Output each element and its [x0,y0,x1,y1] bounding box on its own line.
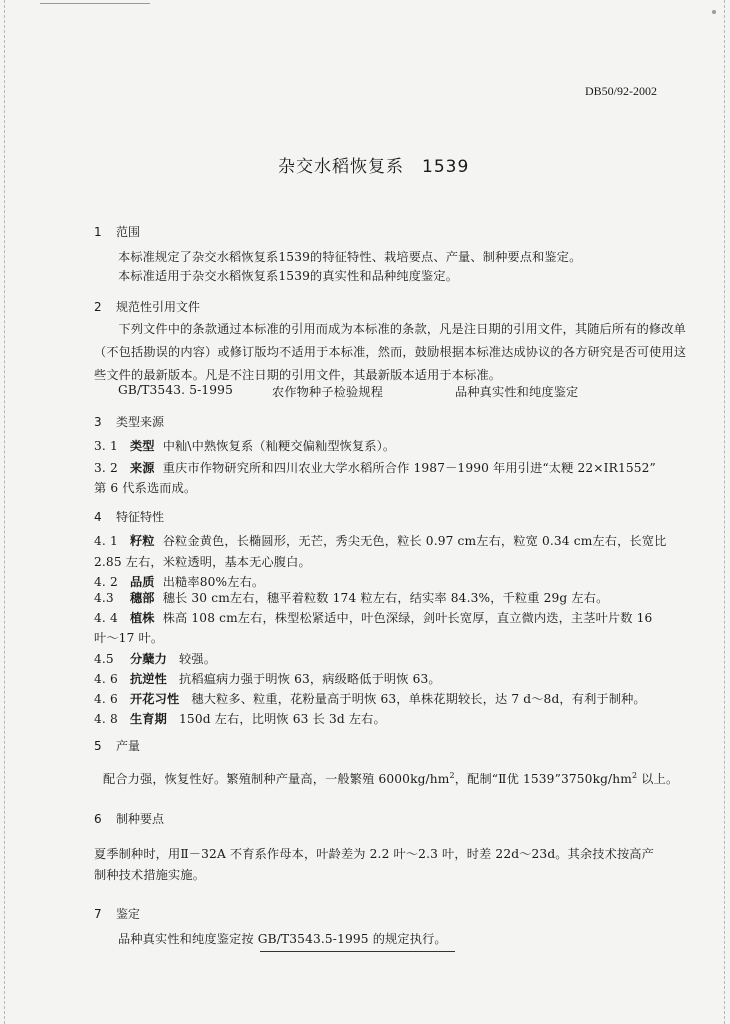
item-4-8 [94,710,386,727]
item-number: 4. 4 [94,611,118,625]
section-7-heading [94,905,140,922]
item-label: 植株 [129,611,155,625]
section-2-heading [94,298,200,315]
section-title: 鉴定 [116,907,141,921]
doc-code: DB50/92-2002 [585,84,657,98]
item-label: 穗部 [129,591,155,605]
item-text: 穗大粒多、粒重，花粉量高于明恢 63，单株花期较长，达 7 d～8d，有利于制种。 [191,692,646,706]
section-5-heading [94,737,140,754]
section-6-heading [94,810,164,827]
section-title: 类型来源 [116,415,165,429]
section-number: 7 [94,907,102,921]
section-number: 1 [94,225,102,239]
item-label: 类型 [129,439,155,453]
item-label: 生育期 [129,712,167,726]
section-number: 5 [94,739,102,753]
section-6-line-1: 夏季制种时，用Ⅱ－32A 不育系作母本，叶龄差为 2.2 叶～2.3 叶，时差 22d～23d。其余技术按高产 [94,847,654,861]
section-1-heading [94,223,140,240]
item-3-1 [94,437,395,454]
unit-superscript: 2 [449,770,455,780]
scan-edge-right [724,0,726,1024]
section-4-heading [94,508,164,525]
item-number: 4. 8 [94,712,118,726]
item-text: 株高 108 cm左右，株型松紧适中，叶色深绿，剑叶长宽厚，直立微内迭，主茎叶片数 16 [162,611,653,625]
reference-code: GB/T3543. 5-1995 [118,383,233,397]
item-label: 籽粒 [129,534,155,548]
item-number: 4.5 [94,652,114,666]
section-6-line-2: 制种技术措施实施。 [94,868,206,882]
item-4-2 [94,573,264,590]
item-4-6 [94,670,441,687]
item-text: 150d 左右，比明恢 63 长 3d 左右。 [179,712,386,726]
scan-edge-left [4,0,6,1024]
reference-part: 品种真实性和纯度鉴定 [455,385,579,399]
item-text: 抗稻瘟病力强于明恢 63，病级略低于明恢 63。 [179,672,441,686]
section-number: 4 [94,510,102,524]
item-text: 谷粒金黄色，长椭圆形，无芒，秀尖无色，粒长 0.97 cm左右，粒宽 0.34 cm左右，长宽比 [162,534,667,548]
item-label: 来源 [129,461,155,475]
unit-superscript: 2 [632,770,638,780]
scan-top-mark [40,3,150,4]
section-title: 特征特性 [116,510,165,524]
item-4-4-continued: 叶～17 叶。 [94,631,164,645]
section-2-paragraph: 下列文件中的条款通过本标准的引用而成为本标准的条款，凡是注日期的引用文件，其随后所有的修改单（不包括勘误的内容）或修订版均不适用于本标准，然而，鼓励根据本标准达成协议的各方研究是否可使用这些文件的最新版本。凡是不注日期的引用文件，其最新版本适用于本标准。 [94,322,687,382]
section-1-para-1: 本标准规定了杂交水稻恢复系1539的特征特性、栽培要点、产量、制种要点和鉴定。 [118,250,582,264]
section-number: 3 [94,415,102,429]
item-text: 较强。 [179,652,217,666]
item-label: 分蘖力 [129,652,167,666]
section-title: 产量 [116,739,141,753]
yield-text-b: ，配制“Ⅱ优 1539”3750kg/hm [454,772,633,786]
item-label: 抗逆性 [129,672,167,686]
section-title: 制种要点 [116,812,165,826]
item-4-4 [94,609,652,626]
item-4-1-continued: 2.85 左右，米粒透明，基本无心腹白。 [94,555,311,569]
item-label: 开花习性 [129,692,180,706]
item-label: 品质 [129,575,155,589]
section-5-text [103,770,678,787]
item-4-3 [94,589,608,606]
reference-title: 农作物种子检验规程 [272,385,384,399]
item-number: 4. 1 [94,534,118,548]
item-3-2-continued: 第 6 代系选而成。 [94,481,197,495]
section-3-heading [94,413,164,430]
item-3-2 [94,459,656,476]
item-4-7 [94,690,646,707]
section-title: 范围 [116,225,141,239]
item-number: 3. 1 [94,439,118,453]
section-number: 2 [94,300,102,314]
section-number: 6 [94,812,102,826]
item-number: 4. 6 [94,672,118,686]
section-title: 规范性引用文件 [116,300,201,314]
item-number: 4. 6 [94,692,118,706]
page-title: 杂交水稻恢复系 1539 [278,157,470,177]
end-rule [260,951,455,952]
item-text: 出糙率80%左右。 [162,575,265,589]
item-4-1 [94,532,666,549]
item-text: 重庆市作物研究所和四川农业大学水稻所合作 1987－1990 年用引进“太粳 22×IR1552” [162,461,656,475]
item-number: 3. 2 [94,461,118,475]
item-text: 中籼\中熟恢复系（籼粳交偏籼型恢复系）。 [162,439,396,453]
item-4-5 [94,650,216,667]
yield-text-a: 配合力强，恢复性好。繁殖制种产量高，一般繁殖 6000kg/hm [103,772,450,786]
item-text: 穗长 30 cm左右，穗平着粒数 174 粒左右，结实率 84.3%，千粒重 29g 左右。 [162,591,609,605]
item-number: 4. 2 [94,575,118,589]
item-number: 4.3 [94,591,114,605]
yield-text-c: 以上。 [637,772,679,786]
section-7-text: 品种真实性和纯度鉴定按 GB/T3543.5-1995 的规定执行。 [118,932,447,946]
scan-speck [712,10,716,14]
section-1-para-2: 本标准适用于杂交水稻恢复系1539的真实性和品种纯度鉴定。 [118,269,459,283]
